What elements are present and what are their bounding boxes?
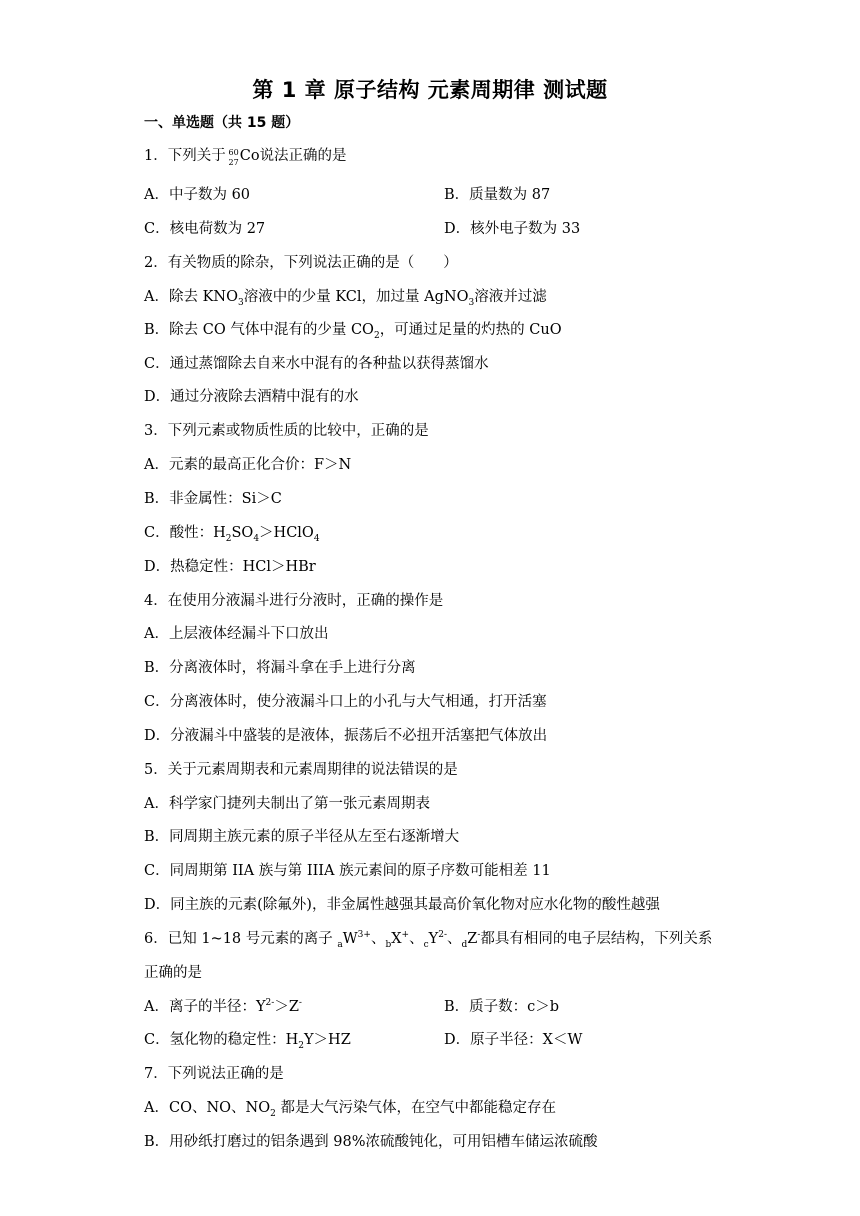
question-2-stem: 2．有关物质的除杂，下列说法正确的是（ ） xyxy=(144,255,458,271)
q5-option-b[interactable]: B．同周期主族元素的原子半径从左至右逐渐增大 xyxy=(144,829,460,845)
q6-stem-part: 6．已知 1~18 号元素的离子 xyxy=(144,931,338,947)
isotope-notation xyxy=(226,146,240,167)
q6-option-b[interactable]: B．质子数：c＞b xyxy=(444,999,560,1015)
q3-c-sub: 4 xyxy=(253,533,260,544)
q2-option-d[interactable]: D．通过分液除去酒精中混有的水 xyxy=(144,389,359,405)
q2-b-part: B．除去 CO 气体中混有的少量 CO xyxy=(144,322,374,338)
q6-a-part: ＞Z xyxy=(274,999,299,1015)
q6-c-sub: 2 xyxy=(298,1040,304,1051)
q6-option-d[interactable]: D．原子半径：X＜W xyxy=(444,1032,583,1048)
q3-option-c[interactable] xyxy=(144,523,320,543)
q1-option-b[interactable]: B．质量数为 87 xyxy=(444,187,551,203)
q6-sub-d: d xyxy=(461,939,468,950)
q7-a-part: 都是大气污染气体，在空气中都能稳定存在 xyxy=(275,1100,556,1116)
q6-charge-z: - xyxy=(477,930,481,941)
q2-a-sub: 3 xyxy=(238,297,244,308)
q2-option-b[interactable] xyxy=(144,320,562,340)
q6-sub-b: b xyxy=(385,939,392,950)
q4-option-c[interactable]: C．分离液体时，使分液漏斗口上的小孔与大气相通，打开活塞 xyxy=(144,694,547,710)
q6-sub-c: c xyxy=(423,939,429,950)
q2-b-part: ，可通过足量的灼热的 CuO xyxy=(379,322,562,338)
q7-option-a[interactable] xyxy=(144,1098,556,1118)
q3-c-part: ＞HClO xyxy=(259,525,314,541)
q6-c-part: C．氢化物的稳定性：H xyxy=(144,1032,299,1048)
question-6-stem-cont: 正确的是 xyxy=(144,965,202,981)
page-title: 第 1 章 原子结构 元素周期律 测试题 xyxy=(252,78,608,102)
q1-stem-pre: 1．下列关于 xyxy=(144,148,226,164)
q6-a-sup: 2- xyxy=(265,998,275,1009)
q1-stem-post: 说法正确的是 xyxy=(259,148,347,164)
q3-option-d[interactable]: D．热稳定性：HCl＞HBr xyxy=(144,559,316,575)
q2-option-c[interactable]: C．通过蒸馏除去自来水中混有的各种盐以获得蒸馏水 xyxy=(144,356,489,372)
isotope-atomic-number: 27 xyxy=(228,158,239,167)
q1-option-a[interactable]: A．中子数为 60 xyxy=(144,187,251,203)
q6-sep: 、 xyxy=(409,931,424,947)
q6-ion-x: X xyxy=(391,931,402,947)
q5-option-a[interactable]: A．科学家门捷列夫制出了第一张元素周期表 xyxy=(144,796,430,812)
q1-option-d[interactable]: D．核外电子数为 33 xyxy=(444,221,581,237)
isotope-symbol: Co xyxy=(239,148,260,164)
q6-sub-a: a xyxy=(337,939,343,950)
question-5-stem: 5．关于元素周期表和元素周期律的说法错误的是 xyxy=(144,762,458,778)
q7-a-sub: 2 xyxy=(270,1108,276,1119)
q6-option-c[interactable] xyxy=(144,1030,351,1050)
q4-option-a[interactable]: A．上层液体经漏斗下口放出 xyxy=(144,626,329,642)
q3-c-sub: 2 xyxy=(225,533,232,544)
q6-ion-y: Y xyxy=(428,931,439,947)
q5-option-c[interactable]: C．同周期第 IIA 族与第 IIIA 族元素间的原子序数可能相差 11 xyxy=(144,863,551,879)
q6-sep: 、 xyxy=(370,931,386,947)
q4-option-b[interactable]: B．分离液体时，将漏斗拿在手上进行分离 xyxy=(144,660,416,676)
q6-c-part: Y＞HZ xyxy=(303,1032,351,1048)
q2-b-sub: 2 xyxy=(373,330,380,341)
q6-a-part: A．离子的半径：Y xyxy=(144,999,266,1015)
q7-a-part: A．CO、NO、NO xyxy=(144,1100,271,1116)
q6-charge-y: 2- xyxy=(438,930,447,941)
q6-sep: 、 xyxy=(447,931,462,947)
q1-option-c[interactable]: C．核电荷数为 27 xyxy=(144,221,266,237)
question-7-stem: 7．下列说法正确的是 xyxy=(144,1066,284,1082)
q2-option-a[interactable] xyxy=(144,287,547,307)
q7-option-b[interactable]: B．用砂纸打磨过的铝条遇到 98%浓硫酸钝化，可用铝槽车储运浓硫酸 xyxy=(144,1134,598,1150)
q3-c-part: SO xyxy=(231,525,254,541)
q6-option-a[interactable] xyxy=(144,997,302,1017)
question-1-stem xyxy=(144,146,347,166)
q3-option-b[interactable]: B．非金属性：Si＞C xyxy=(144,491,282,507)
q2-a-part: 溶液中的少量 KCl，加过量 AgNO xyxy=(243,289,469,305)
question-3-stem: 3．下列元素或物质性质的比较中，正确的是 xyxy=(144,423,429,439)
q6-ion-w: W xyxy=(342,931,358,947)
isotope-mass: 60 xyxy=(228,148,239,157)
section-heading: 一、单选题（共 15 题） xyxy=(144,115,300,131)
question-4-stem: 4．在使用分液漏斗进行分液时，正确的操作是 xyxy=(144,593,444,609)
q6-charge-x: + xyxy=(401,930,410,941)
q3-c-sub: 4 xyxy=(313,533,320,544)
q2-a-part: 溶液并过滤 xyxy=(474,289,547,305)
q6-charge-w: 3+ xyxy=(357,930,371,941)
q2-a-sub: 3 xyxy=(468,297,475,308)
q6-stem-part: 都具有相同的电子层结构，下列关系 xyxy=(480,931,713,947)
q3-option-a[interactable]: A．元素的最高正化合价：F＞N xyxy=(144,457,352,473)
q6-a-sup: - xyxy=(298,998,302,1009)
q6-ion-z: Z xyxy=(467,931,478,947)
q4-option-d[interactable]: D．分液漏斗中盛装的是液体，振荡后不必扭开活塞把气体放出 xyxy=(144,728,548,744)
question-6-stem xyxy=(144,929,712,949)
q2-a-part: A．除去 KNO xyxy=(144,289,238,305)
q5-option-d[interactable]: D．同主族的元素(除氟外)，非金属性越强其最高价氧化物对应水化物的酸性越强 xyxy=(144,897,660,913)
q3-c-part: C．酸性：H xyxy=(144,525,226,541)
